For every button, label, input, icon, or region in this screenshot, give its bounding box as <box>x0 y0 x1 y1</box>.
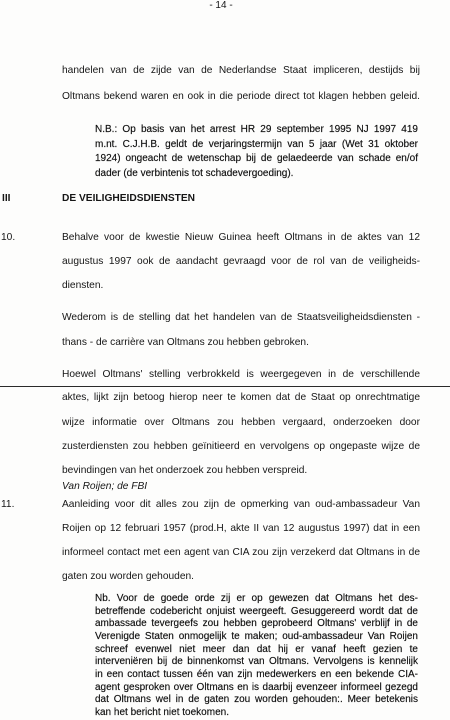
text-line: Oltmans bekend waren en ook in die periode direct tot klagen hebben geleid. <box>62 91 420 102</box>
text-line: diensten. <box>62 280 104 291</box>
text-line: Behalve voor de kwestie Nieuw Guinea heeft Oltmans in de aktes van 12 <box>62 232 420 243</box>
paragraph-number: 11. <box>1 499 15 510</box>
note-line: kan het bericht niet toekomen. <box>95 707 229 718</box>
text-line: handelen van de zijde van de Nederlandse Staat impliceren, destijds bij <box>62 65 420 76</box>
text-line: Wederom is de stelling dat het handelen van de Staatsveiligheidsdiensten - <box>62 312 420 323</box>
note-line: Nb. Voor de goede orde zij er op gewezen dat Oltmans het des- <box>95 593 418 604</box>
text-line: thans - de carrière van Oltmans zou hebben gebroken. <box>62 337 309 348</box>
text-line: informeel contact met een agent van CIA zou zijn verzekerd dat Oltmans in de <box>62 547 420 558</box>
note-line: in een contact tussen één van zijn medewerkers en een bekende CIA- <box>95 669 418 680</box>
paragraph-number: 10. <box>1 232 16 243</box>
note-line: dat Oltmans wel in de gaten zou worden gehouden:. Meer betekenis <box>95 694 418 705</box>
section-number: III <box>2 193 11 204</box>
text-line: wijze informatie over Oltmans zou hebben vergaard, onderzoeken door <box>62 417 420 428</box>
scan-rule-line <box>0 386 450 387</box>
text-line: Roijen op 12 februari 1957 (prod.H, akte II van 12 augustus 1997) dat in een <box>62 523 420 534</box>
text-line: aktes, lijkt zijn betoog hierop neer te komen dat de Staat op onrechtmatige <box>62 392 420 403</box>
subheading: Van Roijen; de FBI <box>62 481 148 492</box>
note-line: interveniëren bij de binnenkomst van Oltmans. Vervolgens is kennelijk <box>95 656 418 667</box>
note-line: betreffende codebericht onjuist weergeeft. Gesuggereerd wordt dat de <box>95 606 418 617</box>
text-line: zusterdiensten zou hebben geïnitieerd en vervolgens op ongepaste wijze de <box>62 441 420 452</box>
text-line: Hoewel Oltmans' stelling verbrokkeld is weergegeven in de verschillende <box>62 369 420 380</box>
text-line: Aanleiding voor dit alles zou zijn de opmerking van oud-ambassadeur Van <box>62 499 420 510</box>
note-line: Verenigde Staten onmogelijk te maken; oud-ambassadeur Van Roijen <box>95 631 418 642</box>
note-line: ambassade tevergeefs zou hebben geprobeerd Oltmans' verblijf in de <box>95 618 418 629</box>
note-line: 1924) ongeacht de wetenschap bij de gelaedeerde van schade en/of <box>95 153 418 164</box>
note-line: dader (de verbintenis tot schadevergoeding). <box>95 168 294 179</box>
note-line: m.nt. C.J.H.B. geldt de verjaringstermijn van 5 jaar (Wet 31 oktober <box>95 139 418 150</box>
note-line: agent gesproken over Oltmans en is daarbij evenzeer informeel gezegd <box>95 682 418 693</box>
note-line: N.B.: Op basis van het arrest HR 29 september 1995 NJ 1997 419 <box>95 124 418 135</box>
page-number: - 14 - <box>209 0 233 11</box>
note-line: schreef evenwel niet meer dan dat hij er vanaf heeft gezien te <box>95 644 418 655</box>
section-title: DE VEILIGHEIDSDIENSTEN <box>62 193 196 204</box>
text-line: bevindingen van het onderzoek zou hebben verspreid. <box>62 465 308 476</box>
text-line: gaten zou worden gehouden. <box>62 571 194 582</box>
text-line: augustus 1997 ook de aandacht gevraagd voor de rol van de veiligheids- <box>62 256 420 267</box>
